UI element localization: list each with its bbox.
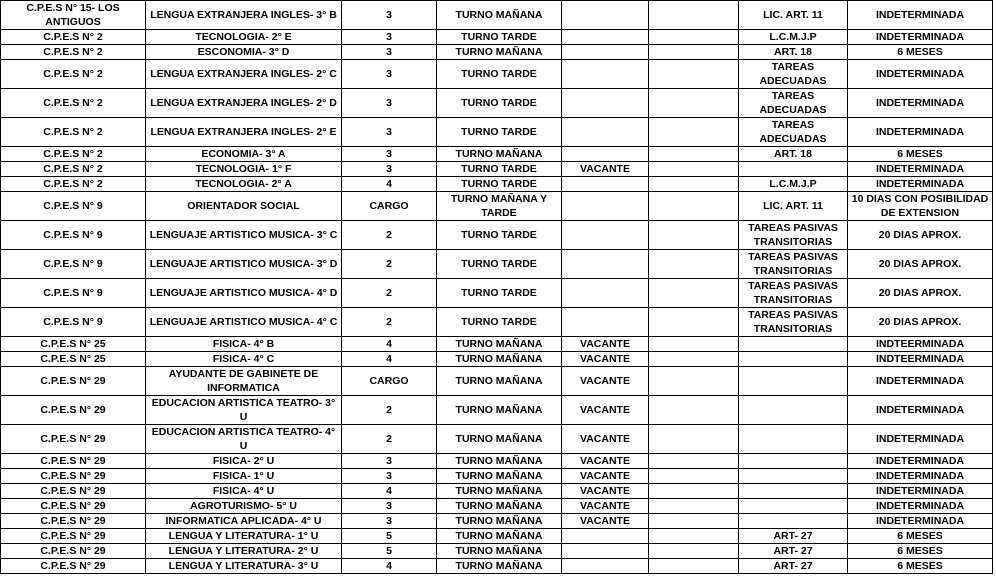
table-row (1, 529, 993, 544)
notes-cell (649, 396, 739, 425)
subject-cell: LENGUA EXTRANJERA INGLES- 3° B (146, 1, 342, 30)
school-cell: C.P.E.S N° 29 (1, 396, 146, 425)
reason-cell: ART- 27 (739, 544, 848, 559)
duration-cell: 20 DIAS APROX. (848, 250, 993, 279)
status-cell (562, 60, 649, 89)
status-cell (562, 1, 649, 30)
notes-cell (649, 118, 739, 147)
shift-cell: TURNO MAÑANA (437, 45, 562, 60)
subject-cell: ESCONOMIA- 3° D (146, 45, 342, 60)
school-cell: C.P.E.S N° 9 (1, 250, 146, 279)
table-row (1, 192, 993, 221)
notes-cell (649, 454, 739, 469)
status-cell: VACANTE (562, 162, 649, 177)
subject-cell: LENGUA Y LITERATURA- 2° U (146, 544, 342, 559)
hours-cell: 2 (342, 425, 437, 454)
hours-cell: 3 (342, 30, 437, 45)
shift-cell: TURNO TARDE (437, 279, 562, 308)
table-row (1, 177, 993, 192)
table-row (1, 544, 993, 559)
status-cell (562, 529, 649, 544)
reason-cell (739, 484, 848, 499)
subject-cell: LENGUAJE ARTISTICO MUSICA- 4° C (146, 308, 342, 337)
status-cell: VACANTE (562, 337, 649, 352)
reason-cell (739, 162, 848, 177)
hours-cell: 4 (342, 337, 437, 352)
subject-cell: INFORMATICA APLICADA- 4° U (146, 514, 342, 529)
school-cell: C.P.E.S N° 25 (1, 337, 146, 352)
hours-cell: 2 (342, 396, 437, 425)
reason-cell: ART. 18 (739, 45, 848, 60)
notes-cell (649, 514, 739, 529)
school-cell: C.P.E.S N° 29 (1, 367, 146, 396)
reason-cell: TAREAS ADECUADAS (739, 89, 848, 118)
hours-cell: 3 (342, 147, 437, 162)
school-cell: C.P.E.S N° 2 (1, 162, 146, 177)
subject-cell: FISICA- 4° C (146, 352, 342, 367)
reason-cell: TAREAS PASIVAS TRANSITORIAS (739, 250, 848, 279)
duration-cell: 6 MESES (848, 559, 993, 574)
duration-cell: 6 MESES (848, 544, 993, 559)
table-row (1, 337, 993, 352)
reason-cell: TAREAS PASIVAS TRANSITORIAS (739, 279, 848, 308)
shift-cell: TURNO MAÑANA (437, 147, 562, 162)
table-row (1, 221, 993, 250)
shift-cell: TURNO TARDE (437, 30, 562, 45)
hours-cell: 3 (342, 514, 437, 529)
table-body (1, 1, 993, 574)
school-cell: C.P.E.S N° 9 (1, 221, 146, 250)
hours-cell: 2 (342, 250, 437, 279)
duration-cell: INDTEERMINADA (848, 352, 993, 367)
table-row (1, 30, 993, 45)
school-cell: C.P.E.S N° 2 (1, 89, 146, 118)
reason-cell (739, 337, 848, 352)
duration-cell: INDETERMINADA (848, 454, 993, 469)
subject-cell: TECNOLOGIA- 2° E (146, 30, 342, 45)
status-cell: VACANTE (562, 367, 649, 396)
hours-cell: 3 (342, 118, 437, 147)
reason-cell: TAREAS ADECUADAS (739, 118, 848, 147)
reason-cell (739, 352, 848, 367)
hours-cell: 5 (342, 529, 437, 544)
notes-cell (649, 425, 739, 454)
reason-cell (739, 469, 848, 484)
status-cell (562, 45, 649, 60)
table-row (1, 367, 993, 396)
shift-cell: TURNO TARDE (437, 89, 562, 118)
table-row (1, 469, 993, 484)
reason-cell: ART- 27 (739, 559, 848, 574)
duration-cell: 10 DIAS CON POSIBILIDAD DE EXTENSION (848, 192, 993, 221)
status-cell (562, 308, 649, 337)
table-row (1, 250, 993, 279)
table-row (1, 60, 993, 89)
notes-cell (649, 192, 739, 221)
shift-cell: TURNO MAÑANA (437, 544, 562, 559)
shift-cell: TURNO TARDE (437, 221, 562, 250)
subject-cell: LENGUA Y LITERATURA- 1° U (146, 529, 342, 544)
status-cell: VACANTE (562, 514, 649, 529)
subject-cell: AYUDANTE DE GABINETE DE INFORMATICA (146, 367, 342, 396)
status-cell (562, 279, 649, 308)
status-cell: VACANTE (562, 499, 649, 514)
status-cell: VACANTE (562, 352, 649, 367)
reason-cell: TAREAS PASIVAS TRANSITORIAS (739, 221, 848, 250)
notes-cell (649, 89, 739, 118)
school-cell: C.P.E.S N° 2 (1, 45, 146, 60)
duration-cell: INDETERMINADA (848, 469, 993, 484)
subject-cell: ECONOMIA- 3° A (146, 147, 342, 162)
school-cell: C.P.E.S N° 2 (1, 60, 146, 89)
hours-cell: 4 (342, 352, 437, 367)
hours-cell: CARGO (342, 192, 437, 221)
table-row (1, 514, 993, 529)
hours-cell: 3 (342, 499, 437, 514)
status-cell (562, 192, 649, 221)
school-cell: C.P.E.S N° 29 (1, 544, 146, 559)
status-cell: VACANTE (562, 425, 649, 454)
subject-cell: FISICA- 1° U (146, 469, 342, 484)
subject-cell: LENGUA Y LITERATURA- 3° U (146, 559, 342, 574)
hours-cell: 3 (342, 454, 437, 469)
table-row (1, 396, 993, 425)
table-row (1, 308, 993, 337)
notes-cell (649, 162, 739, 177)
duration-cell: INDETERMINADA (848, 30, 993, 45)
duration-cell: 6 MESES (848, 45, 993, 60)
table-row (1, 484, 993, 499)
hours-cell: 5 (342, 544, 437, 559)
duration-cell: 6 MESES (848, 529, 993, 544)
hours-cell: 2 (342, 279, 437, 308)
shift-cell: TURNO MAÑANA (437, 469, 562, 484)
table-row (1, 352, 993, 367)
notes-cell (649, 308, 739, 337)
notes-cell (649, 469, 739, 484)
subject-cell: TECNOLOGIA- 1° F (146, 162, 342, 177)
status-cell: VACANTE (562, 469, 649, 484)
hours-cell: 4 (342, 177, 437, 192)
shift-cell: TURNO MAÑANA Y TARDE (437, 192, 562, 221)
table-row (1, 45, 993, 60)
shift-cell: TURNO MAÑANA (437, 484, 562, 499)
shift-cell: TURNO MAÑANA (437, 425, 562, 454)
notes-cell (649, 250, 739, 279)
subject-cell: LENGUA EXTRANJERA INGLES- 2° D (146, 89, 342, 118)
duration-cell: 20 DIAS APROX. (848, 221, 993, 250)
shift-cell: TURNO MAÑANA (437, 396, 562, 425)
shift-cell: TURNO TARDE (437, 60, 562, 89)
school-cell: C.P.E.S N° 2 (1, 147, 146, 162)
notes-cell (649, 45, 739, 60)
school-cell: C.P.E.S N° 29 (1, 425, 146, 454)
school-cell: C.P.E.S N° 29 (1, 454, 146, 469)
shift-cell: TURNO TARDE (437, 118, 562, 147)
subject-cell: ORIENTADOR SOCIAL (146, 192, 342, 221)
status-cell: VACANTE (562, 454, 649, 469)
hours-cell: 3 (342, 60, 437, 89)
table-row (1, 147, 993, 162)
notes-cell (649, 279, 739, 308)
duration-cell: INDETERMINADA (848, 499, 993, 514)
status-cell (562, 544, 649, 559)
reason-cell: L.C.M.J.P (739, 30, 848, 45)
status-cell: VACANTE (562, 396, 649, 425)
reason-cell: LIC. ART. 11 (739, 192, 848, 221)
shift-cell: TURNO MAÑANA (437, 514, 562, 529)
hours-cell: 2 (342, 221, 437, 250)
notes-cell (649, 221, 739, 250)
duration-cell: INDETERMINADA (848, 514, 993, 529)
hours-cell: CARGO (342, 367, 437, 396)
shift-cell: TURNO MAÑANA (437, 559, 562, 574)
subject-cell: LENGUAJE ARTISTICO MUSICA- 3° C (146, 221, 342, 250)
reason-cell (739, 396, 848, 425)
duration-cell: INDETERMINADA (848, 118, 993, 147)
reason-cell (739, 367, 848, 396)
status-cell (562, 118, 649, 147)
reason-cell (739, 454, 848, 469)
shift-cell: TURNO MAÑANA (437, 529, 562, 544)
duration-cell: 20 DIAS APROX. (848, 308, 993, 337)
shift-cell: TURNO MAÑANA (437, 337, 562, 352)
notes-cell (649, 367, 739, 396)
table-row (1, 425, 993, 454)
notes-cell (649, 529, 739, 544)
table-row (1, 279, 993, 308)
reason-cell: TAREAS PASIVAS TRANSITORIAS (739, 308, 848, 337)
table-row (1, 499, 993, 514)
table-row (1, 1, 993, 30)
duration-cell: 6 MESES (848, 147, 993, 162)
reason-cell: TAREAS ADECUADAS (739, 60, 848, 89)
status-cell (562, 147, 649, 162)
shift-cell: TURNO MAÑANA (437, 1, 562, 30)
school-cell: C.P.E.S N° 9 (1, 192, 146, 221)
status-cell (562, 177, 649, 192)
duration-cell: INDTEERMINADA (848, 337, 993, 352)
table-row (1, 89, 993, 118)
school-cell: C.P.E.S N° 2 (1, 177, 146, 192)
duration-cell: 20 DIAS APROX. (848, 279, 993, 308)
hours-cell: 4 (342, 559, 437, 574)
hours-cell: 3 (342, 162, 437, 177)
school-cell: C.P.E.S N° 29 (1, 559, 146, 574)
notes-cell (649, 559, 739, 574)
status-cell (562, 30, 649, 45)
shift-cell: TURNO MAÑANA (437, 352, 562, 367)
school-cell: C.P.E.S N° 29 (1, 499, 146, 514)
duration-cell: INDETERMINADA (848, 177, 993, 192)
shift-cell: TURNO MAÑANA (437, 367, 562, 396)
hours-cell: 3 (342, 89, 437, 118)
duration-cell: INDETERMINADA (848, 162, 993, 177)
subject-cell: FISICA- 2° U (146, 454, 342, 469)
notes-cell (649, 60, 739, 89)
notes-cell (649, 352, 739, 367)
duration-cell: INDETERMINADA (848, 425, 993, 454)
duration-cell: INDETERMINADA (848, 367, 993, 396)
hours-cell: 3 (342, 45, 437, 60)
status-cell (562, 559, 649, 574)
school-cell: C.P.E.S N° 2 (1, 118, 146, 147)
notes-cell (649, 337, 739, 352)
status-cell (562, 250, 649, 279)
notes-cell (649, 177, 739, 192)
duration-cell: INDETERMINADA (848, 1, 993, 30)
reason-cell (739, 499, 848, 514)
school-cell: C.P.E.S N° 9 (1, 279, 146, 308)
reason-cell (739, 514, 848, 529)
shift-cell: TURNO TARDE (437, 250, 562, 279)
school-cell: C.P.E.S N° 15- LOS ANTIGUOS (1, 1, 146, 30)
reason-cell: LIC. ART. 11 (739, 1, 848, 30)
subject-cell: FISICA- 4° B (146, 337, 342, 352)
status-cell: VACANTE (562, 484, 649, 499)
hours-cell: 3 (342, 1, 437, 30)
school-cell: C.P.E.S N° 9 (1, 308, 146, 337)
subject-cell: EDUCACION ARTISTICA TEATRO- 3° U (146, 396, 342, 425)
status-cell (562, 89, 649, 118)
subject-cell: LENGUAJE ARTISTICO MUSICA- 4° D (146, 279, 342, 308)
notes-cell (649, 147, 739, 162)
duration-cell: INDETERMINADA (848, 396, 993, 425)
shift-cell: TURNO TARDE (437, 177, 562, 192)
subject-cell: LENGUA EXTRANJERA INGLES- 2° E (146, 118, 342, 147)
subject-cell: LENGUAJE ARTISTICO MUSICA- 3° D (146, 250, 342, 279)
table-row (1, 118, 993, 147)
subject-cell: FISICA- 4° U (146, 484, 342, 499)
shift-cell: TURNO MAÑANA (437, 499, 562, 514)
notes-cell (649, 544, 739, 559)
table-row (1, 559, 993, 574)
subject-cell: TECNOLOGIA- 2° A (146, 177, 342, 192)
subject-cell: AGROTURISMO- 5° U (146, 499, 342, 514)
duration-cell: INDETERMINADA (848, 89, 993, 118)
hours-cell: 3 (342, 469, 437, 484)
table-row (1, 162, 993, 177)
notes-cell (649, 30, 739, 45)
school-cell: C.P.E.S N° 29 (1, 514, 146, 529)
reason-cell: ART- 27 (739, 529, 848, 544)
shift-cell: TURNO TARDE (437, 308, 562, 337)
subject-cell: EDUCACION ARTISTICA TEATRO- 4° U (146, 425, 342, 454)
school-cell: C.P.E.S N° 29 (1, 469, 146, 484)
duration-cell: INDETERMINADA (848, 60, 993, 89)
shift-cell: TURNO MAÑANA (437, 454, 562, 469)
reason-cell (739, 425, 848, 454)
school-cell: C.P.E.S N° 2 (1, 30, 146, 45)
notes-cell (649, 1, 739, 30)
duration-cell: INDETERMINADA (848, 484, 993, 499)
school-cell: C.P.E.S N° 29 (1, 529, 146, 544)
hours-cell: 4 (342, 484, 437, 499)
status-cell (562, 221, 649, 250)
table-row (1, 454, 993, 469)
reason-cell: ART. 18 (739, 147, 848, 162)
notes-cell (649, 499, 739, 514)
subject-cell: LENGUA EXTRANJERA INGLES- 2° C (146, 60, 342, 89)
shift-cell: TURNO TARDE (437, 162, 562, 177)
school-cell: C.P.E.S N° 29 (1, 484, 146, 499)
hours-cell: 2 (342, 308, 437, 337)
reason-cell: L.C.M.J.P (739, 177, 848, 192)
notes-cell (649, 484, 739, 499)
school-cell: C.P.E.S N° 25 (1, 352, 146, 367)
